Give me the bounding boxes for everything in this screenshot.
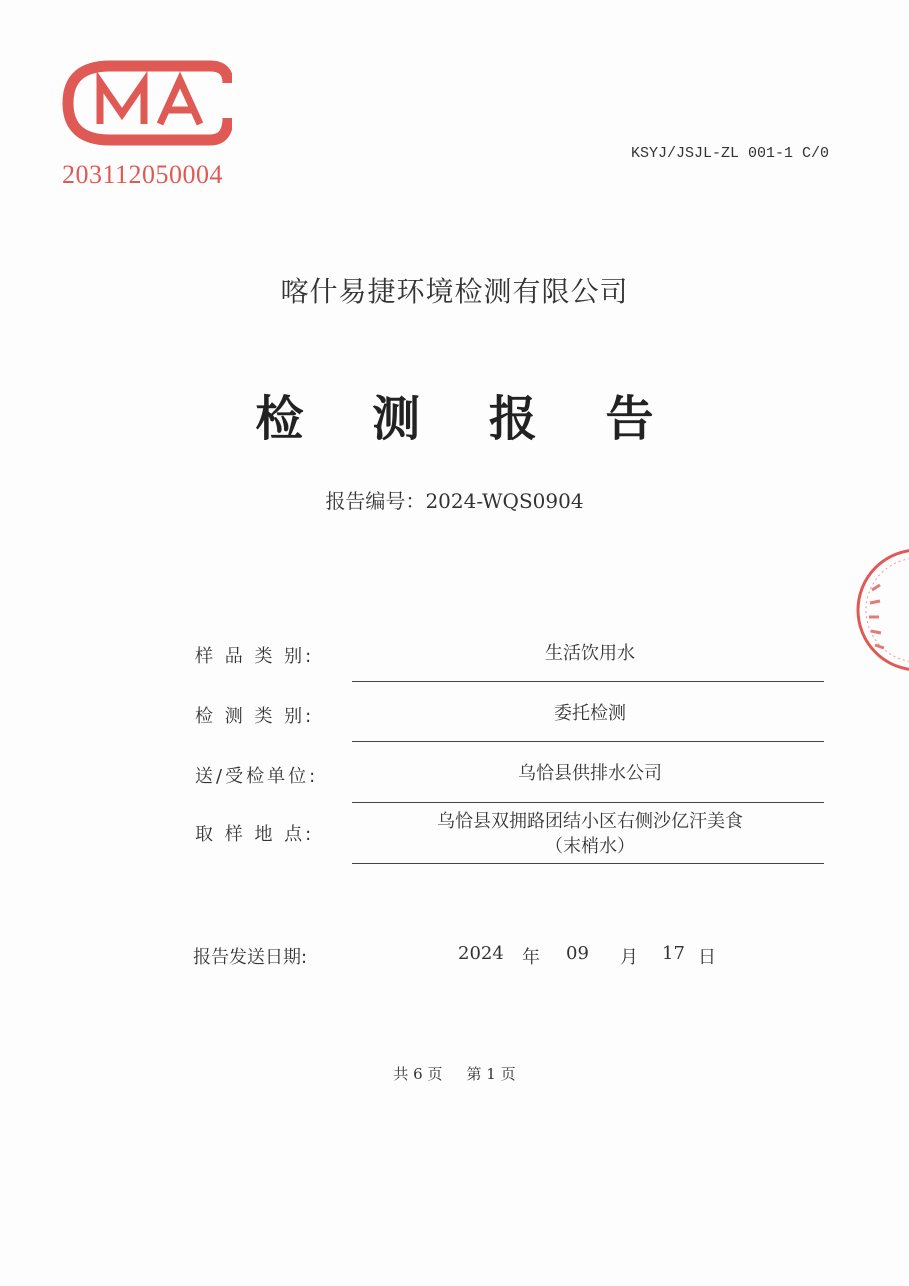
document-control-code: KSYJ/JSJL-ZL 001-1 C/0 [630, 145, 829, 162]
send-date-day: 17 [662, 943, 685, 964]
send-date-month-unit: 月 [620, 947, 638, 968]
test-type-underline [352, 741, 824, 742]
client-unit-label: 送/受检单位: [195, 766, 319, 787]
cma-logo [60, 58, 232, 148]
page-footer [0, 1063, 909, 1084]
report-number-label: 报告编号： [325, 489, 426, 513]
report-number-value: 2024-WQS0904 [425, 489, 584, 513]
company-name: 喀什易捷环境检测有限公司 [280, 275, 629, 308]
report-number [0, 485, 909, 514]
sampling-location-value: 乌恰县双拥路团结小区右侧沙亿汗美食 [437, 811, 743, 832]
client-unit-value: 乌恰县供排水公司 [518, 763, 662, 784]
client-unit-underline [352, 802, 824, 803]
test-type-value: 委托检测 [554, 703, 626, 724]
total-pages: 共 6 页 [393, 1065, 443, 1083]
send-date-year-unit: 年 [522, 947, 540, 968]
sample-type-value: 生活饮用水 [545, 643, 635, 664]
current-page: 第 1 页 [466, 1065, 516, 1083]
cma-certificate-number: 203112050004 [62, 160, 224, 189]
sample-type-underline [352, 681, 824, 682]
send-date-day-unit: 日 [698, 947, 716, 968]
sample-type-label: 样 品 类 别: [195, 646, 315, 667]
company-seal-stamp [850, 535, 909, 685]
sampling-location-label: 取 样 地 点: [195, 824, 315, 845]
send-date-month: 09 [566, 943, 589, 964]
send-date-label: 报告发送日期: [193, 947, 308, 968]
report-title: 检 测 报 告 [255, 391, 680, 447]
send-date-year: 2024 [458, 943, 504, 964]
sampling-location-underline [352, 863, 824, 864]
sampling-location-value-line2: （末梢水） [545, 836, 635, 857]
test-type-label: 检 测 类 别: [195, 706, 315, 727]
